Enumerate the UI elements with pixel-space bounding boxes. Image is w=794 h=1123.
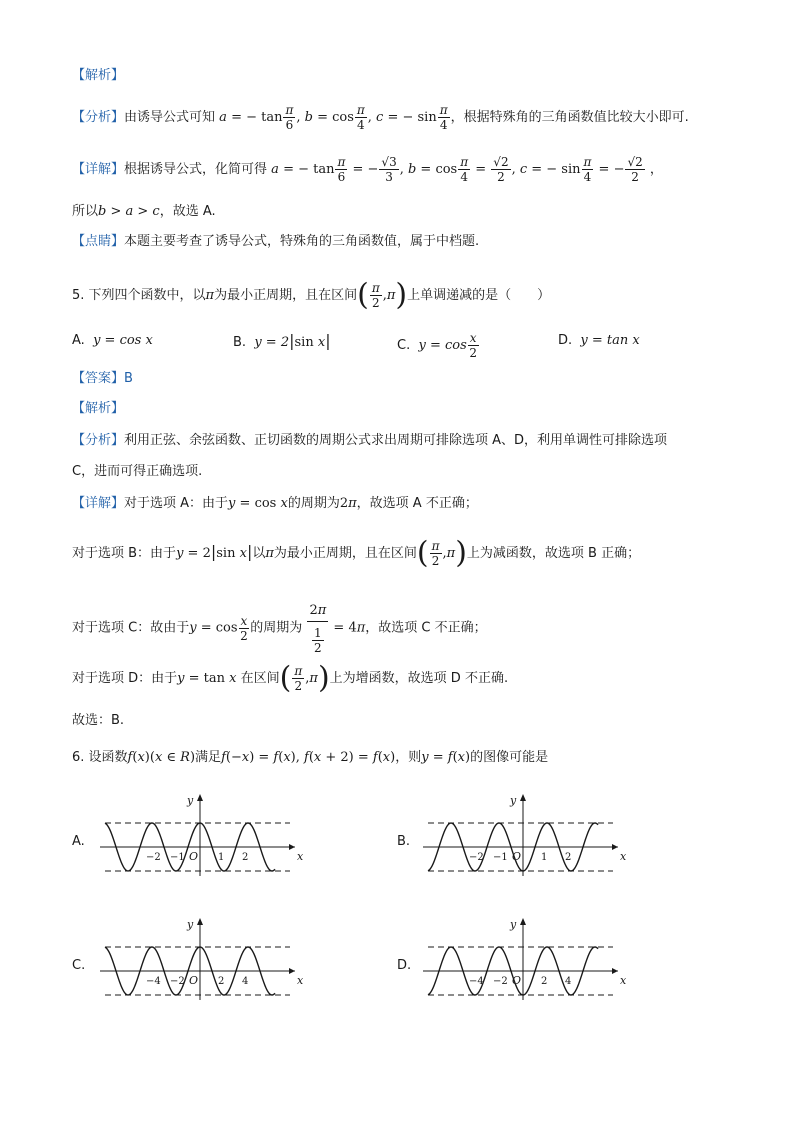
x-tick-label: −1: [170, 852, 185, 863]
q5-detail-c: 对于选项 C：故由于y = cos $\frac{x}{2}$ 的周期为 $\frac{2\pi}{\frac{1}{2}}$ = 4π，故选项 C 不正确；: [72, 603, 487, 655]
q5-detail-b: 对于选项 B：由于y = 2|sin x|以π为最小正周期，且在区间( $\frac{\pi}{2}$ ,π)上为减函数，故选项 B 正确；: [72, 535, 641, 571]
q6-label-d: D.: [397, 958, 412, 973]
q5-analysis-line-2: C，进而可得正确选项.: [72, 464, 203, 479]
q5-option-b: B. y = 2|sin x|: [233, 331, 331, 350]
x-tick-label: 2: [218, 976, 225, 987]
x-tick-label: 4: [242, 976, 249, 987]
q6-label-a: A.: [72, 834, 85, 849]
q5-option-d: D. y = tan x: [558, 333, 640, 348]
x-tick-label: −2: [146, 852, 161, 863]
x-axis-label: x: [297, 850, 304, 863]
q4-detail-line: 【详解】根据诱导公式，化简可得 a = − tan $\frac{\pi}{6}$ = − $\frac{√3}{3}$ , b = cos $\frac{\pi}{4}$ = $\frac{√2}{2}$ , c = − sin $\frac{\pi}{4}$ = − $\frac{√2}{2}$ ，: [72, 155, 663, 184]
x-tick-label: −2: [170, 976, 185, 987]
q5-option-a: A. y = cos x: [72, 333, 153, 348]
x-tick-label: 2: [565, 852, 572, 863]
x-axis-arrow: [289, 968, 295, 974]
q6-graph-c: [95, 914, 310, 1004]
q4-conclusion: 所以b > a > c，故选 A.: [72, 204, 216, 219]
fenxi-tag: 【分析】: [72, 110, 125, 125]
q5-option-c: C. y = cos $\frac{x}{2}$: [397, 331, 477, 360]
x-tick-label: −1: [493, 852, 508, 863]
q5-final-choice: 故选：B.: [72, 713, 125, 728]
x-tick-label: O: [189, 850, 199, 863]
y-axis-label: y: [187, 918, 194, 931]
x-axis-label: x: [297, 974, 304, 987]
y-axis-arrow: [197, 918, 203, 925]
q5-analysis-line-1: 【分析】利用正弦、余弦函数、正切函数的周期公式求出周期可排除选项 A、D，利用单调性可排除选项: [72, 433, 668, 448]
y-axis-label: y: [187, 794, 194, 807]
q4-analysis-line: 【分析】由诱导公式可知 a = − tan $\frac{\pi}{6}$ , b = cos $\frac{\pi}{4}$ , c = − sin $\frac{\pi}{4}$ ，根据特殊角的三角函数值比较大小即可.: [72, 103, 689, 132]
x-axis-arrow: [612, 968, 618, 974]
x-tick-label: O: [189, 974, 199, 987]
x-tick-label: 2: [242, 852, 249, 863]
q5-analysis-tag: 【解析】: [72, 401, 125, 416]
y-axis-arrow: [520, 918, 526, 925]
x-axis-label: x: [620, 974, 627, 987]
q6-label-b: B.: [397, 834, 411, 849]
x-tick-label: −4: [146, 976, 161, 987]
q6-graph-a: [95, 790, 310, 880]
x-tick-label: 1: [541, 852, 548, 863]
y-axis-arrow: [197, 794, 203, 801]
comment-tag: 【点睛】: [72, 234, 125, 249]
x-tick-label: O: [512, 974, 522, 987]
x-tick-label: O: [512, 850, 522, 863]
x-tick-label: 2: [541, 976, 548, 987]
y-axis-label: y: [510, 918, 517, 931]
q6-stem: 6. 设函数f(x)(x ∈ R)满足f(−x) = f(x), f(x + 2) = f(x)，则y = f(x)的图像可能是: [72, 750, 549, 765]
q6-graph-d: [418, 914, 633, 1004]
q6-label-c: C.: [72, 958, 86, 973]
x-tick-label: 4: [565, 976, 572, 987]
q6-graph-b: [418, 790, 633, 880]
q4-comment: 【点睛】本题主要考查了诱导公式，特殊角的三角函数值，属于中档题.: [72, 234, 480, 249]
x-axis-arrow: [612, 844, 618, 850]
x-tick-label: 1: [218, 852, 225, 863]
y-axis-label: y: [510, 794, 517, 807]
x-axis-arrow: [289, 844, 295, 850]
q5-detail-d: 对于选项 D：由于y = tan x 在区间( $\frac{\pi}{2}$ ,π)上为增函数，故选项 D 不正确.: [72, 660, 509, 696]
q5-stem: 5. 下列四个函数中，以π为最小正周期，且在区间( $\frac{\pi}{2}$ ,π)上单调递减的是（ ）: [72, 277, 551, 313]
analysis-tag: 【解析】: [72, 68, 125, 83]
q5-answer-tag: 【答案】B: [72, 371, 133, 386]
x-tick-label: −4: [469, 976, 484, 987]
x-axis-label: x: [620, 850, 627, 863]
x-tick-label: −2: [493, 976, 508, 987]
y-axis-arrow: [520, 794, 526, 801]
detail-tag: 【详解】: [72, 162, 125, 177]
x-tick-label: −2: [469, 852, 484, 863]
q5-detail-a: 【详解】对于选项 A：由于y = cos x的周期为2π，故选项 A 不正确；: [72, 496, 478, 511]
